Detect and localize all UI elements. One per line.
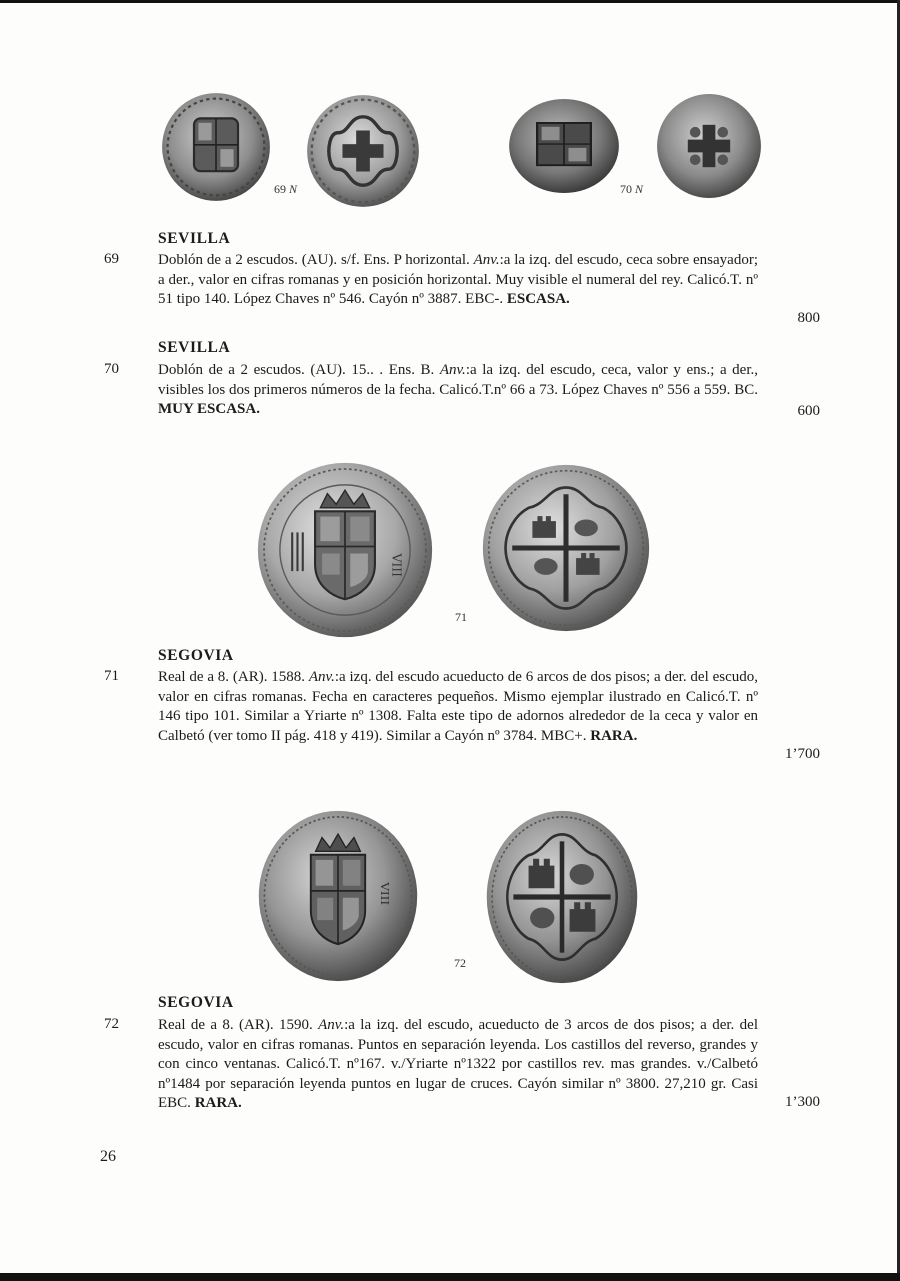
lot-69-number: 69 (104, 251, 119, 267)
figure-label-70 (620, 182, 643, 197)
rarity-label: RARA. (194, 1095, 242, 1111)
lot-71-mint-heading: SEGOVIA (158, 647, 234, 664)
desc-anv-abbrev: Anv. (318, 1017, 345, 1033)
figure-label-72 (454, 956, 466, 971)
scan-bottom-edge (0, 1273, 900, 1281)
desc-anv-abbrev: Anv. (439, 362, 466, 378)
shield-coin-graphic (508, 98, 620, 194)
figure-number: 72 (454, 956, 466, 970)
lot-70-description (158, 361, 758, 420)
desc-anv-abbrev: Anv. (308, 669, 335, 685)
lot-69-price: 800 (797, 310, 820, 326)
metal-symbol: N (635, 182, 644, 196)
coin-71-reverse-image (482, 464, 650, 632)
desc-text: :a la izq. del escudo, acueducto de 3 arcos de dos pisos; a der. del escudo, valor en cifras romanas. Puntos en separación leyenda. Los castillos del reverso, grandes y con cinco ventanas. Calicó.T. nº167. v./Yriarte nº1322 por castillos rev. mas grandes. v./Calbetó nº1484 por separación leyenda puntos en lugar de cruces. Cayón similar nº 3800. 27,210 gr. Casi EBC. (158, 1017, 758, 1111)
svg-text:VIII: VIII (378, 882, 392, 906)
lot-70-mint-heading: SEVILLA (158, 339, 231, 356)
lot-69-mint-heading: SEVILLA (158, 230, 231, 247)
desc-anv-abbrev: Anv. (473, 252, 500, 268)
coin-71-obverse-image (256, 462, 434, 638)
desc-text: Real de a 8. (AR). 1590. (158, 1017, 319, 1033)
desc-text: Real de a 8. (AR). 1588. (158, 669, 309, 685)
desc-text: Doblón de a 2 escudos. (AU). s/f. Ens. P horizontal. (158, 252, 474, 268)
lot-72-price: 1’300 (785, 1094, 820, 1110)
castles-lions-coin-graphic (482, 464, 650, 632)
crowned-shield-coin-graphic (256, 462, 434, 638)
rarity-label: ESCASA. (506, 291, 570, 307)
rarity-label: MUY ESCASA. (158, 401, 260, 417)
lot-72-mint-heading: SEGOVIA (158, 994, 234, 1011)
cross-coin-graphic (656, 92, 762, 200)
coin-72-obverse-image (258, 810, 418, 982)
figure-label-71 (455, 610, 467, 625)
rarity-label: RARA. (590, 727, 638, 744)
lot-70-price: 600 (797, 403, 820, 419)
coin-69-reverse-image (306, 94, 420, 208)
coin-69-obverse-image (160, 92, 272, 202)
crowned-shield-coin-graphic (258, 810, 418, 982)
coin-72-reverse-image (486, 810, 638, 984)
lot-72-description (158, 1016, 758, 1114)
desc-text: :a la izq. del escudo, ceca, valor y ens.; a der., visibles los dos primeros números de la fecha. Calicó.T.nº 66 a 73. López Chaves nº 556 a 559. BC. (158, 362, 758, 398)
coin-70-obverse-image (508, 98, 620, 194)
castles-lions-coin-graphic (486, 810, 638, 984)
desc-text: Doblón de a 2 escudos. (AU). 15.. . Ens. B. (158, 362, 440, 378)
shield-coin-graphic (160, 92, 272, 202)
lot-70-number: 70 (104, 361, 119, 377)
desc-text: :a izq. del escudo acueducto de 6 arcos de dos pisos; a der. del escudo, valor en cifras romanas. Fecha en caracteres pequeños. Mismo ejemplar ilustrado en Calicó.T. nº 146 tipo 101. Similar a Yriarte nº 1308. Falta este tipo de adornos alrededor de la ceca y valor en Calbetó (ver tomo II pág. 418 y 419). Similar a Cayón nº 3784. MBC+. (158, 669, 758, 744)
cross-coin-graphic (306, 94, 420, 208)
metal-symbol: N (289, 182, 298, 196)
figure-label-69 (274, 182, 297, 197)
lot-71-price: 1’700 (785, 746, 820, 762)
figure-number: 69 (274, 182, 286, 196)
scan-top-edge (0, 0, 900, 3)
lot-71-description (158, 668, 758, 746)
lot-69-description (158, 251, 758, 310)
desc-text: :a la izq. del escudo, ceca sobre ensayador; a der., valor en cifras romanas y en posición horizontal. Muy visible el numeral del rey. Calicó.T. nº 51 tipo 140. López Chaves nº 546. Cayón nº 3887. EBC-. (158, 252, 758, 307)
lot-71-number: 71 (104, 668, 119, 684)
coin-70-reverse-image (656, 92, 762, 200)
lot-72-number: 72 (104, 1016, 119, 1032)
figure-number: 71 (455, 610, 467, 624)
figure-number: 70 (620, 182, 632, 196)
page-number: 26 (100, 1148, 116, 1165)
svg-text:VIII: VIII (389, 553, 404, 578)
